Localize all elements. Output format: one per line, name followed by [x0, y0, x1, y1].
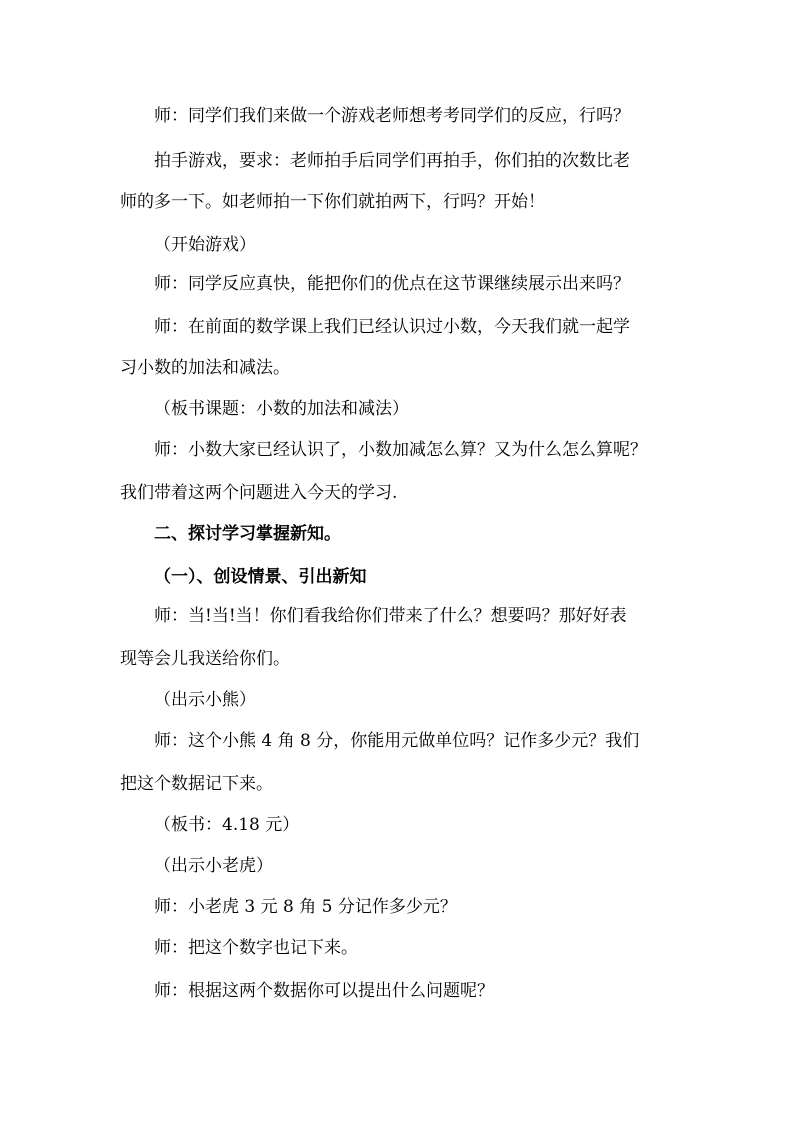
- text-line: 师：把这个数字也记下来。: [154, 938, 358, 958]
- text-line: 我们带着这两个问题进入今天的学习.: [120, 483, 398, 503]
- text-line: （板书课题：小数的加法和减法）: [154, 399, 409, 419]
- text-line: 把这个数据记下来。: [120, 774, 273, 794]
- text-line: 师：小数大家已经认识了，小数加减怎么算？又为什么怎么算呢？: [154, 440, 647, 460]
- text-line: 师：这个小熊 4 角 8 分，你能用元做单位吗？记作多少元？我们: [154, 731, 640, 751]
- text-line: （出示小老虎）: [154, 856, 273, 876]
- text-line: （板书：4.18 元）: [154, 815, 300, 835]
- text-line: 师：根据这两个数据你可以提出什么问题呢？: [154, 981, 494, 1001]
- text-line: 师的多一下。如老师拍一下你们就拍两下，行吗？开始！: [120, 192, 545, 212]
- text-line: （出示小熊）: [154, 690, 256, 710]
- text-line: 拍手游戏，要求：老师拍手后同学们再拍手，你们拍的次数比老: [154, 151, 630, 171]
- text-line: 师：在前面的数学课上我们已经认识过小数，今天我们就一起学: [154, 317, 630, 337]
- text-line: 师：同学反应真快，能把你们的优点在这节课继续展示出来吗？: [154, 274, 630, 294]
- text-line: 师：当!当!当！你们看我给你们带来了什么？想要吗？那好好表: [154, 606, 627, 626]
- text-line: 师：小老虎 3 元 8 角 5 分记作多少元？: [154, 897, 457, 917]
- text-line: （开始游戏）: [154, 235, 256, 255]
- subsection-heading: （一）、创设情景、引出新知: [154, 567, 367, 587]
- text-line: 现等会儿我送给你们。: [120, 649, 290, 669]
- text-line: 习小数的加法和减法。: [120, 358, 290, 378]
- section-heading: 二、探讨学习掌握新知。: [154, 524, 341, 544]
- text-line: 师：同学们我们来做一个游戏老师想考考同学们的反应，行吗？: [154, 106, 630, 126]
